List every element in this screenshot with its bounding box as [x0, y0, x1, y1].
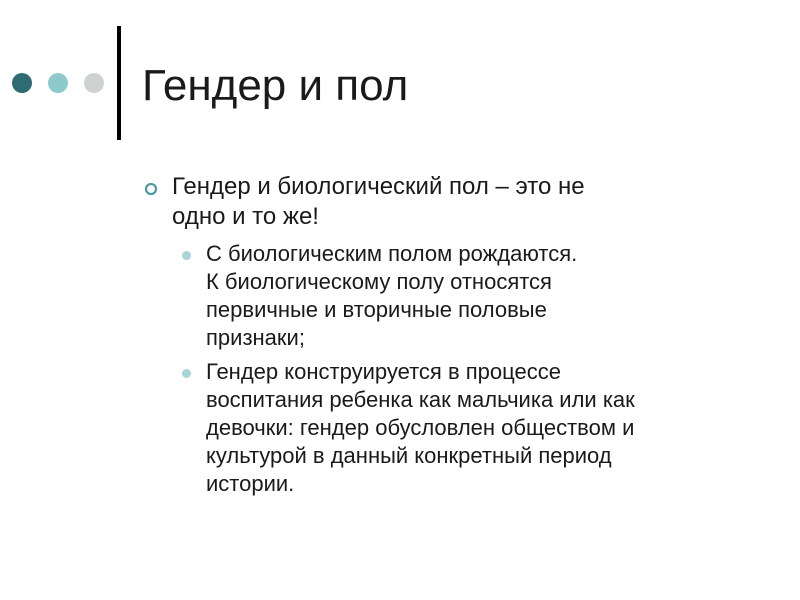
dot-bullet-icon — [182, 251, 191, 260]
sub-bullet-line: первичные и вторичные половые — [206, 297, 547, 322]
decorative-dots — [12, 72, 104, 94]
sub-bullet-line: истории. — [206, 471, 295, 496]
dot-light-icon — [48, 73, 68, 93]
sub-bullet-line: К биологическому полу относятся — [206, 269, 552, 294]
slide-title: Гендер и пол — [142, 61, 409, 110]
sub-bullet-line: Гендер конструируется в процессе — [206, 359, 561, 384]
main-bullet — [144, 172, 704, 232]
sub-bullet-line: культурой в данный конкретный период — [206, 443, 612, 468]
dot-grey-icon — [84, 73, 104, 93]
dot-bullet-icon — [182, 369, 191, 378]
sub-bullet-line: признаки; — [206, 325, 305, 350]
sub-bullet-line: С биологическим полом рождаются. — [206, 241, 578, 266]
dot-dark-icon — [12, 73, 32, 93]
sub-bullet-line: воспитания ребенка как мальчика или как — [206, 387, 635, 412]
ring-bullet-icon — [144, 182, 158, 196]
main-bullet-text — [172, 172, 704, 232]
title-divider — [117, 26, 121, 140]
main-bullet-line: Гендер и биологический пол – это не — [172, 173, 585, 200]
sub-bullet-biological-sex — [180, 240, 740, 352]
sub-bullet-gender — [180, 358, 740, 498]
sub-bullet-line: девочки: гендер обусловлен обществом и — [206, 415, 635, 440]
sub-bullet-list — [180, 240, 740, 504]
main-bullet-line: одно и то же! — [172, 203, 319, 230]
